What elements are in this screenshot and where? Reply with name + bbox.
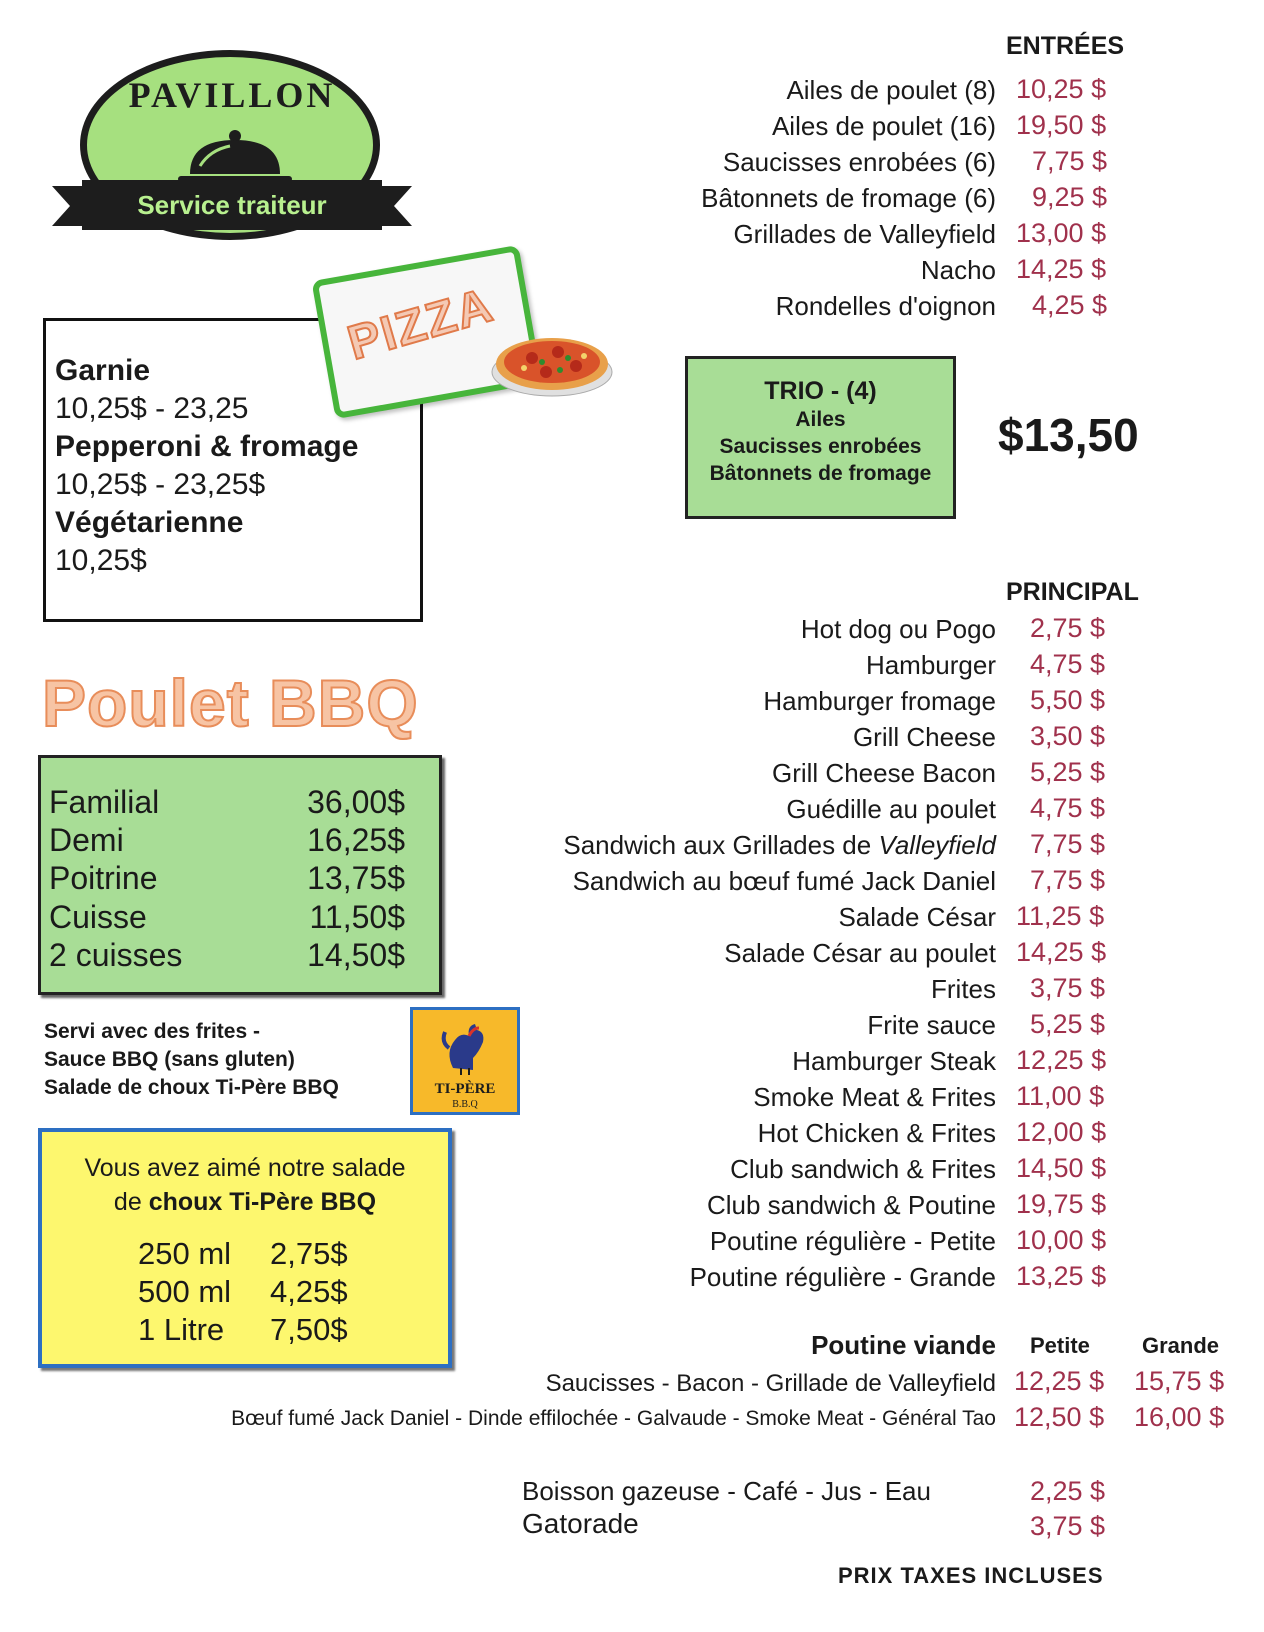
bbq-title: Poulet BBQ [42, 666, 419, 740]
salade-size: 500 ml [138, 1274, 232, 1309]
principal-price: 2,75 $ [1030, 613, 1106, 643]
principal-price: 11,00 $ [1016, 1081, 1105, 1111]
principal-price: 12,00 $ [1016, 1117, 1107, 1147]
principal-name: Hamburger fromage [763, 686, 996, 716]
principal-name: Frites [931, 974, 996, 1004]
salade-price: 4,25$ [270, 1274, 348, 1309]
pizza-price: 10,25$ [55, 544, 147, 577]
bbq-item-price: 11,50$ [309, 899, 405, 935]
poutine-viande-large: 15,75 $ [1134, 1366, 1225, 1396]
entree-price: 7,75 $ [1032, 146, 1108, 176]
col-petite: Petite [1030, 1333, 1090, 1358]
entree-name: Nacho [920, 255, 996, 285]
tipere-sub: B.B.Q [452, 1099, 478, 1110]
bbq-item-name: 2 cuisses [49, 937, 183, 973]
poutine-viande-heading: Poutine viande [811, 1330, 996, 1360]
bbq-item-price: 14,50$ [307, 937, 405, 973]
principal-name: Guédille au poulet [786, 794, 996, 824]
logo-ribbon-text: Service traiteur [137, 190, 327, 220]
entree-price: 14,25 $ [1016, 254, 1107, 284]
principal-price: 11,25 $ [1016, 901, 1105, 931]
salade-size: 1 Litre [138, 1312, 225, 1347]
entree-name: Ailes de poulet (16) [771, 111, 996, 141]
principal-price: 10,00 $ [1016, 1225, 1107, 1255]
entree-price: 9,25 $ [1032, 182, 1108, 212]
pizza-name: Végétarienne [55, 506, 244, 539]
principal-price: 5,50 $ [1030, 685, 1106, 715]
principal-name: Poutine régulière - Petite [709, 1226, 996, 1256]
principal-name-italic: Valleyfield [878, 830, 996, 860]
salade-line1: Vous avez aimé notre salade [84, 1154, 406, 1182]
principal-name: Grill Cheese Bacon [772, 758, 996, 788]
poutine-viande-name: Bœuf fumé Jack Daniel - Dinde effilochée - Galvaude - Smoke Meat - Général Tao [231, 1407, 996, 1430]
trio-line: Ailes [795, 408, 846, 431]
salade-line2-prefix: de [113, 1188, 142, 1216]
principal-price: 12,25 $ [1016, 1045, 1107, 1075]
principal-price: 3,75 $ [1030, 973, 1106, 1003]
principal-name: Smoke Meat & Frites [753, 1082, 996, 1112]
trio-title: TRIO - (4) [764, 377, 877, 405]
drink-price: 3,75 $ [1030, 1511, 1106, 1541]
principal-name: Salade César [838, 902, 996, 932]
cloche-icon [170, 128, 300, 188]
trio-price: $13,50 [998, 409, 1139, 461]
salade-row [138, 1312, 348, 1348]
salade-row [138, 1274, 348, 1310]
entree-name: Ailes de poulet (8) [786, 75, 996, 105]
salade-line2 [42, 1188, 448, 1217]
principal-name: Poutine régulière - Grande [689, 1262, 996, 1292]
drink-name: Boisson gazeuse - Café - Jus - Eau [522, 1476, 931, 1506]
trio-box [685, 356, 956, 519]
bbq-note-line: Servi avec des frites - [44, 1020, 260, 1043]
principal-name: Grill Cheese [852, 722, 996, 752]
poutine-viande-large: 16,00 $ [1134, 1402, 1225, 1432]
principal-name: Salade César au poulet [724, 938, 996, 968]
trio-line: Bâtonnets de fromage [709, 462, 932, 485]
poutine-viande-name: Saucisses - Bacon - Grillade de Valleyfield [545, 1370, 996, 1397]
logo [52, 50, 412, 250]
principal-price: 19,75 $ [1016, 1189, 1107, 1219]
entree-name: Rondelles d'oignon [775, 291, 996, 321]
principal-price: 13,25 $ [1016, 1261, 1107, 1291]
col-grande: Grande [1142, 1333, 1220, 1358]
drink-name: Gatorade [522, 1508, 639, 1539]
poutine-viande-small: 12,50 $ [1014, 1402, 1105, 1432]
bbq-item-name: Cuisse [49, 899, 147, 935]
pizza-name: Garnie [55, 354, 151, 387]
principal-name-row [563, 830, 996, 861]
entree-price: 10,25 $ [1016, 74, 1107, 104]
trio-line: Saucisses enrobées [719, 435, 922, 458]
entree-price: 4,25 $ [1032, 290, 1108, 320]
rooster-icon [439, 1018, 493, 1076]
bbq-item-price: 13,75$ [307, 860, 405, 896]
pizza-price: 10,25$ - 23,25$ [55, 468, 266, 501]
principal-price: 4,75 $ [1030, 793, 1106, 823]
principal-heading: PRINCIPAL [1006, 578, 1139, 606]
tipere-brand: TI-PÈRE [434, 1081, 496, 1097]
entree-name: Saucisses enrobées (6) [722, 147, 996, 177]
logo-name: PAVILLON [128, 75, 336, 115]
pizza-sign-text: PIZZA [342, 278, 500, 371]
principal-name: Hamburger [865, 650, 996, 680]
entree-name: Grillades de Valleyfield [733, 219, 996, 249]
pizza-name: Pepperoni & fromage [55, 430, 359, 463]
salade-row [138, 1236, 348, 1272]
drink-price: 2,25 $ [1030, 1476, 1106, 1506]
principal-price: 7,75 $ [1030, 829, 1106, 859]
salade-box [38, 1128, 452, 1368]
principal-price: 3,50 $ [1030, 721, 1106, 751]
principal-price: 14,25 $ [1016, 937, 1107, 967]
salade-price: 7,50$ [270, 1312, 348, 1347]
principal-price: 5,25 $ [1030, 1009, 1106, 1039]
entrees-heading: ENTRÉES [1006, 32, 1125, 60]
principal-price: 5,25 $ [1030, 757, 1106, 787]
bbq-item-name: Demi [49, 822, 124, 858]
bbq-note-line: Sauce BBQ (sans gluten) [44, 1048, 295, 1071]
salade-line2-bold: choux Ti-Père BBQ [148, 1188, 377, 1216]
principal-name: Club sandwich & Frites [730, 1154, 996, 1184]
bbq-note-line: Salade de choux Ti-Père BBQ [44, 1076, 339, 1099]
salade-size: 250 ml [138, 1236, 232, 1271]
bbq-note [44, 1018, 339, 1102]
entree-price: 13,00 $ [1016, 218, 1107, 248]
bbq-item-name: Poitrine [49, 860, 158, 896]
entree-price: 19,50 $ [1016, 110, 1107, 140]
principal-name: Sandwich au bœuf fumé Jack Daniel [572, 866, 996, 896]
footer-note: PRIX TAXES INCLUSES [838, 1563, 1104, 1588]
pizza-icon [488, 328, 616, 400]
principal-name: Club sandwich & Poutine [706, 1190, 996, 1220]
tipere-logo [410, 1007, 520, 1115]
principal-price: 4,75 $ [1030, 649, 1106, 679]
principal-price: 7,75 $ [1030, 865, 1106, 895]
principal-name: Frite sauce [867, 1010, 996, 1040]
bbq-box [38, 755, 442, 995]
bbq-item-name: Familial [49, 784, 160, 820]
salade-price: 2,75$ [270, 1236, 348, 1271]
principal-name: Sandwich aux Grillades de [563, 830, 872, 860]
entree-name: Bâtonnets de fromage (6) [701, 183, 996, 213]
bbq-item-price: 16,25$ [307, 822, 405, 858]
pizza-price: 10,25$ - 23,25 [55, 392, 249, 425]
pizza-list [55, 352, 358, 580]
principal-name: Hamburger Steak [792, 1046, 996, 1076]
principal-price: 14,50 $ [1016, 1153, 1107, 1183]
principal-name: Hot Chicken & Frites [757, 1118, 996, 1148]
bbq-item-price: 36,00$ [307, 784, 405, 820]
principal-name: Hot dog ou Pogo [800, 614, 996, 644]
poutine-viande-small: 12,25 $ [1014, 1366, 1105, 1396]
